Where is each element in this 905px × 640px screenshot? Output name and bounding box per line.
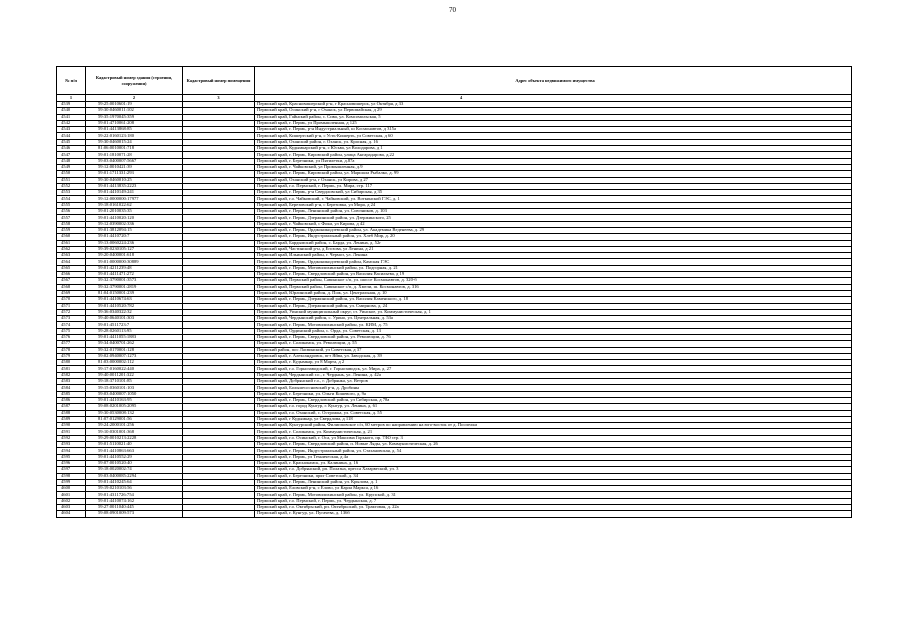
address-cell: Пермский край, г. Пермь, Дзержинский район, ул. Смирнова, д. 24	[255, 303, 852, 309]
row-number-cell: 4602	[57, 498, 86, 504]
row-number-cell: 4568	[57, 284, 86, 290]
address-cell: Пермский край, г.о. Добрянский, рп. Полазна, пресса Хазарвеский, ул. 3	[255, 467, 852, 473]
building-cadastre-cell: 59:10:0301001:368	[86, 429, 183, 435]
row-number-cell: 4588	[57, 410, 86, 416]
column-number: 4	[255, 95, 852, 102]
address-cell: Пермский край, г. Пермь, Свердловский район, ул. Революции, д. 76	[255, 334, 852, 340]
building-cadastre-cell: 59:01:4410163:95	[86, 397, 183, 403]
building-cadastre-cell: 59:12:0010421:39	[86, 164, 183, 170]
row-number-cell: 4573	[57, 316, 86, 322]
address-cell: Пермский край, г. Пермь, Ленинский район, ул. Союзников, д. 103	[255, 209, 852, 215]
building-cadastre-cell: 59:30:0530008:132	[86, 410, 183, 416]
building-cadastre-cell: 59:01:4311726:754	[86, 492, 183, 498]
header-building-cadastre: Кадастровый номер здания (строения, сооружения)	[86, 67, 183, 95]
row-number-cell: 4539	[57, 102, 86, 108]
address-cell: Пермский край, г. Березники, ул. Ольги Кошевого, д. 9а	[255, 391, 852, 397]
address-cell: Пермский край, Оханский р-н, г Оханск, ул Кирова, д 27	[255, 177, 852, 183]
address-cell: Пермский край, г. Пермь, р-н Индустриальный, ш Космонавтов, д 315а	[255, 127, 852, 133]
row-number-cell: 4540	[57, 108, 86, 114]
building-cadastre-cell: 59:01:4410520:782	[86, 303, 183, 309]
row-number-cell: 4595	[57, 454, 86, 460]
address-cell: Пермский край, г. Пермь, Орджоникидзевский район, Камская ГЭС	[255, 259, 852, 265]
building-cadastre-cell: 59:01:4211239:48	[86, 265, 183, 271]
building-cadastre-cell: 59:18:3710101:85	[86, 379, 183, 385]
address-cell: Пермский край, г. Александровск, пгт Яйва, ул. Заводская, д. 39	[255, 353, 852, 359]
address-cell: Пермский край, Частинский р-н, д Егозова, ул Ленина, д 21	[255, 246, 852, 252]
row-number-cell: 4544	[57, 133, 86, 139]
address-cell: Пермский край, г.о. Горнозаводский, г. Горнозаводск, ул. Мира, д. 27	[255, 366, 852, 372]
row-number-cell: 4556	[57, 209, 86, 215]
address-cell: Пермский край, г. Чайковский, ул Промышленная, д.9	[255, 164, 852, 170]
building-cadastre-cell: 59:20:0400001:618	[86, 253, 183, 259]
address-cell: Пермский край, г. Пермь, Свердловский район, ул Сибирская, д 78а	[255, 397, 852, 403]
address-cell: Пермский край, г. Пермь, Дзержинский район, ул. Дзержинского, 25	[255, 215, 852, 221]
column-number-row	[57, 95, 852, 102]
column-number: 2	[86, 95, 183, 102]
building-cadastre-cell: 59:13:0060224:236	[86, 240, 183, 246]
row-number-cell: 4603	[57, 505, 86, 511]
building-cadastre-cell: 59:39:0230105:127	[86, 246, 183, 252]
address-cell: Пермский край, г.о. Осинский, г. Оса, ул Максима Горького, пр. 7/Ю стр. 3	[255, 435, 852, 441]
building-cadastre-cell: 59:01:4410245:64	[86, 479, 183, 485]
address-cell: Пермский край, г. Пермь, Свердловский район, ул Василия Васильева, д 19	[255, 272, 852, 278]
building-cadastre-cell: 59:30:0460010:25	[86, 177, 183, 183]
row-number-cell: 4547	[57, 152, 86, 158]
table-header-row	[57, 67, 852, 95]
row-number-cell: 4592	[57, 435, 86, 441]
building-cadastre-cell: 59:01:4410149:241	[86, 190, 183, 196]
building-cadastre-cell: 59:01:4710061:208	[86, 120, 183, 126]
building-cadastre-cell: 59:28:0260113:95	[86, 328, 183, 334]
row-number-cell: 4564	[57, 259, 86, 265]
row-number-cell: 4543	[57, 127, 86, 133]
address-cell: Пермский край, г. Пермь, Мотовилихинский район, ул. Подгорная, д. 21	[255, 265, 852, 271]
building-cadastre-cell: 81:07:0129001:56	[86, 416, 183, 422]
building-cadastre-cell: 59:34:0400701:262	[86, 341, 183, 347]
address-cell: Пермский край, Юрлинский район, д. Пож, ул. Центральная, д. 10	[255, 290, 852, 296]
header-address: Адрес объекта недвижимого имущества	[255, 67, 852, 95]
address-cell: Пермский край, г. Кунгур, ул. Пугачева, д. 136б	[255, 511, 852, 517]
address-cell: Пермский край, г.о. Октябрьский, рп. Октябрьский, ул. Трактовая, д. 22а	[255, 505, 852, 511]
row-number-cell: 4561	[57, 240, 86, 246]
table-body	[57, 102, 852, 518]
building-cadastre-cell: 81:03:0000002:112	[86, 360, 183, 366]
address-cell: Пермский край, Пермский район, Савинское с/п, д. Хмели, ш. Космонавтов, д. 316	[255, 284, 852, 290]
address-cell: Пермский край, г. Березники, пркт Советский, д. 34	[255, 473, 852, 479]
building-cadastre-cell: 59:02:0940007:1273	[86, 353, 183, 359]
page-number: 70	[449, 6, 456, 14]
address-cell: Пермский край, г. Пермь, Дзержинский район, ул. Василия Каменского, д. 18	[255, 297, 852, 303]
building-cadastre-cell: 59:17:0160022:440	[86, 366, 183, 372]
address-cell: Пермский край, г. Кудымкар, ул 8 Марта, д 2	[255, 360, 852, 366]
building-cadastre-cell: 59:29:0010213:2228	[86, 435, 183, 441]
address-cell: Пермский край, Чердынский район, с. Урино, ул. Центральная, д. 53а	[255, 316, 852, 322]
row-number-cell: 4582	[57, 372, 86, 378]
row-number-cell: 4604	[57, 511, 86, 517]
table-row	[57, 511, 852, 517]
row-number-cell: 4597	[57, 467, 86, 473]
row-number-cell: 4567	[57, 278, 86, 284]
building-cadastre-cell: 59:01:4413868:85	[86, 127, 183, 133]
address-cell: Пермский край, г. Соликамск, ул. Революции, д. 55	[255, 341, 852, 347]
building-cadastre-cell: 59:01:1810071:28	[86, 152, 183, 158]
row-number-cell: 4590	[57, 423, 86, 429]
building-cadastre-cell: 59:32:3790001:3573	[86, 278, 183, 284]
address-cell: Пермский край, г. Пермь, Ленинский район, ул. Крылова, д. 1	[255, 479, 852, 485]
row-number-cell: 4601	[57, 492, 86, 498]
address-cell: Пермский край, г. Краснокамск, ул. Калинина, д. 16	[255, 460, 852, 466]
building-cadastre-cell: 59:18:0020002:74	[86, 467, 183, 473]
header-number: № п/п	[57, 67, 86, 95]
column-number: 3	[183, 95, 255, 102]
row-number-cell: 4550	[57, 171, 86, 177]
row-number-cell: 4598	[57, 473, 86, 479]
row-number-cell: 4586	[57, 397, 86, 403]
building-cadastre-cell: 59:36:0340322:32	[86, 309, 183, 315]
building-cadastre-cell: 59:35:1970045:359	[86, 114, 183, 120]
row-number-cell: 4555	[57, 202, 86, 208]
row-number-cell: 4581	[57, 366, 86, 372]
row-number-cell: 4565	[57, 265, 86, 271]
header-premises-cadastre: Кадастровый номер помещения	[183, 67, 255, 95]
row-number-cell: 4585	[57, 391, 86, 397]
building-cadastre-cell: 59:30:0460011:102	[86, 108, 183, 114]
building-cadastre-cell: 59:01:4411471:272	[86, 272, 183, 278]
address-cell: Пермский край, г.о. Пермский, г. Пермь, ул. Мира, стр. 117	[255, 183, 852, 189]
building-cadastre-cell: 59:18:0161022:62	[86, 202, 183, 208]
row-number-cell: 4584	[57, 385, 86, 391]
row-number-cell: 4594	[57, 448, 86, 454]
address-cell: Пермский край, Уинский муниципальный округ, ст. Уинское, ул. Коммунистическая, д. 1	[255, 309, 852, 315]
building-cadastre-cell: 81:06:0010001:718	[86, 146, 183, 152]
row-number-cell: 4541	[57, 114, 86, 120]
building-cadastre-cell: 59:24:2000101:256	[86, 423, 183, 429]
address-cell: Пермский край, Кишертский р-н, с Усть-Кишерть, ул Советская, д 60	[255, 133, 852, 139]
building-cadastre-cell: 81:04:0150001:239	[86, 290, 183, 296]
building-cadastre-cell: 59:32:3790001:2819	[86, 284, 183, 290]
building-cadastre-cell: 59:40:0640101:303	[86, 316, 183, 322]
row-number-cell: 4557	[57, 215, 86, 221]
building-cadastre-cell: 59:01:0000000:30889	[86, 259, 183, 265]
address-cell: Пермский край, Березовский р-н, с Березовка, ул Мира, д 24	[255, 202, 852, 208]
address-cell: Пермский край, Ильинский район, г. Чермоз, ул. Ленина	[255, 253, 852, 259]
address-cell: Пермский край, Гайнский район, с. Сива, ул. Комсомольская, 5	[255, 114, 852, 120]
row-number-cell: 4542	[57, 120, 86, 126]
address-cell: Пермский край, Еловский р-н, с Елово, ул Карла Маркса, д 16	[255, 486, 852, 492]
row-number-cell: 4549	[57, 164, 86, 170]
building-cadastre-cell: 59:01:2010035:35	[86, 209, 183, 215]
row-number-cell: 4579	[57, 353, 86, 359]
building-cadastre-cell: 59:01:4511723:7	[86, 322, 183, 328]
row-number-cell: 4600	[57, 486, 86, 492]
row-number-cell: 4574	[57, 322, 86, 328]
address-cell: Пермский край, г. Пермь, Мотовилихинский район, ул. КИМ, д. 75	[255, 322, 852, 328]
address-cell: Пермский край, г. Чайковский, с Фоки, ул Кирова, д 42	[255, 221, 852, 227]
row-number-cell: 4554	[57, 196, 86, 202]
row-number-cell: 4566	[57, 272, 86, 278]
building-cadastre-cell: 59:01:3812094:15	[86, 227, 183, 233]
row-number-cell: 4560	[57, 234, 86, 240]
row-number-cell: 4545	[57, 139, 86, 145]
column-number: 1	[57, 95, 86, 102]
address-cell: Пермский край, Осинский р-н, г Оханск, ул Первомайская, д 29	[255, 108, 852, 114]
address-cell: Пермский край, Кудымкарский р-н, с Юсьва, ул Володарова, д 1	[255, 146, 852, 152]
building-cadastre-cell: 59:19:0210103:56	[86, 486, 183, 492]
building-cadastre-cell: 59:03:0400085:2294	[86, 473, 183, 479]
row-number-cell: 4569	[57, 290, 86, 296]
address-cell: Пермский край, Пермский район, Савинское с/п, ул. шоссе Космонавтов, д. 320-б	[255, 278, 852, 284]
row-number-cell: 4587	[57, 404, 86, 410]
row-number-cell: 4558	[57, 221, 86, 227]
building-cadastre-cell: 59:08:0901009:573	[86, 511, 183, 517]
building-cadastre-cell: 59:32:0170001:128	[86, 347, 183, 353]
address-cell: Пермский край, Большесосновский р-н, д. Дробины	[255, 385, 852, 391]
address-cell: Пермский край, г. Пермь, Свердловский район, п. Новые Ляды, ул. Коммунистическая, д. 26	[255, 442, 852, 448]
building-cadastre-cell: 59:03:0400007:1050	[86, 391, 183, 397]
address-cell: Пермский край, г.о. Оханский, с. Острожка, ул. Советская, д. 55	[255, 410, 852, 416]
row-number-cell: 4583	[57, 379, 86, 385]
building-cadastre-cell: 59:27:0011040:445	[86, 505, 183, 511]
row-number-cell: 4548	[57, 158, 86, 164]
address-cell: Пермский край, Оханский район, г. Оханск, ул. Красная, д. 16	[255, 139, 852, 145]
row-number-cell: 4559	[57, 227, 86, 233]
row-number-cell: 4593	[57, 442, 86, 448]
building-cadastre-cell: 59:07:0010520:40	[86, 460, 183, 466]
row-number-cell: 4570	[57, 297, 86, 303]
address-cell: Пермский край, г.о. Чайковский, г. Чайковский, ул. Воткинской ГЭС, д. 1	[255, 196, 852, 202]
building-cadastre-cell: 59:01:4411055:1883	[86, 334, 183, 340]
property-registry-table	[56, 66, 852, 518]
building-cadastre-cell: 59:01:1711331:293	[86, 171, 183, 177]
row-number-cell: 4575	[57, 328, 86, 334]
row-number-cell: 4580	[57, 360, 86, 366]
address-cell: Пермский край, г.о. город Кунгур, г. Кунгур, ул. Ленина, д. 61	[255, 404, 852, 410]
building-cadastre-cell: 59:01:5110021:40	[86, 442, 183, 448]
building-cadastre-cell: 59:12:0390002:336	[86, 221, 183, 227]
building-cadastre-cell: 59:01:4413835:2223	[86, 183, 183, 189]
row-number-cell: 4577	[57, 341, 86, 347]
address-cell: Пермский край, г. Пермь, Индустриальный район, ул. Хлеб Мир, д. 20	[255, 234, 852, 240]
row-number-cell: 4572	[57, 309, 86, 315]
address-cell: Пермский край, г. Пермь, ул Техническая, д 4а	[255, 454, 852, 460]
building-cadastre-cell: 59:30:0460015:24	[86, 139, 183, 145]
address-cell: Пермский край, г. Березники, ул Пятилетки, д.87а	[255, 158, 852, 164]
building-cadastre-cell: 59:08:0201005:2095	[86, 404, 183, 410]
building-cadastre-cell: 59:25:0010601:19	[86, 102, 183, 108]
address-cell: Пермский край, г. Пермь, Кировский район, улица Ангарадарова, д.22	[255, 152, 852, 158]
row-number-cell: 4571	[57, 303, 86, 309]
row-number-cell: 4563	[57, 253, 86, 259]
row-number-cell: 4578	[57, 347, 86, 353]
building-cadastre-cell: 59:01:4410863:663	[86, 448, 183, 454]
address-cell: Пермский край, Кунгурский район, Филипповское с/п, 60 метров по направлению на юго-восток от д. Поспелки	[255, 423, 852, 429]
address-cell: Пермский край, г. Пермь, ул Промышленная, д 125	[255, 120, 852, 126]
building-cadastre-cell: 59:01:4410552:29	[86, 454, 183, 460]
building-cadastre-cell: 59:01:4410674:63	[86, 297, 183, 303]
row-number-cell: 4591	[57, 429, 86, 435]
address-cell: Пермский край, г. Пермь, Мотовилихинский район, ул. Крупской, д. 31	[255, 492, 852, 498]
address-cell: Пермский край, г. Пермь, р-н Свердловский, ул Сибирская, д 35	[255, 190, 852, 196]
building-cadastre-cell: 59:12:0000000:17977	[86, 196, 183, 202]
address-cell: Пермский край, г. Соликамск, ул. Коммунистическая, д. 21	[255, 429, 852, 435]
address-cell: Пермский край, Чердынский г.о., г. Чердынь, ул. Ленина, д. 42а	[255, 372, 852, 378]
address-cell: Пермский край, г. Пермь, Орджоникидзевский район, ул. Академика Веденеева, д. 29	[255, 227, 852, 233]
row-number-cell: 4589	[57, 416, 86, 422]
row-number-cell: 4551	[57, 177, 86, 183]
address-cell: Пермский край, г.о. Пермский, г. Пермь, ул. Чердынская, д. 7	[255, 498, 852, 504]
address-cell: Пермский район, пос Ласвинский, ул Советская, д 37	[255, 347, 852, 353]
building-cadastre-cell: 59:40:0011201:322	[86, 372, 183, 378]
building-cadastre-cell: 59:01:4410020:120	[86, 215, 183, 221]
row-number-cell: 4596	[57, 460, 86, 466]
row-number-cell: 4552	[57, 183, 86, 189]
address-cell: Пермский край, г. Пермь, Кировский район, ул. Маршала Рыбалко, д. 99	[255, 171, 852, 177]
address-cell: Пермский край, Добрянский г.о., г. Добрянка, ул. Ветров	[255, 379, 852, 385]
building-cadastre-cell: 59:15:0360101:103	[86, 385, 183, 391]
row-number-cell: 4546	[57, 146, 86, 152]
row-number-cell: 4553	[57, 190, 86, 196]
address-cell: Пермский край, Бардымский район, с. Барда, ул. Ленина, д. 52г	[255, 240, 852, 246]
row-number-cell: 4576	[57, 334, 86, 340]
address-cell: Пермский край, Красновишерский р-н, г Красновишерск, ул Октября, д 33	[255, 102, 852, 108]
address-cell: Пермский край, Ординский район, с. Орда, ул. Советская, д. 13	[255, 328, 852, 334]
building-cadastre-cell: 59:03:0400007:5667	[86, 158, 183, 164]
row-number-cell: 4599	[57, 479, 86, 485]
address-cell: Пермский край, г Кудымкар, ул Свердлова, д 118	[255, 416, 852, 422]
premises-cadastre-cell	[183, 511, 255, 517]
building-cadastre-cell: 59:01:4410720:7	[86, 234, 183, 240]
building-cadastre-cell: 59:01:4410074:162	[86, 498, 183, 504]
address-cell: Пермский край, г. Пермь, Индустриальный район, ул. Стахановская, д. 54	[255, 448, 852, 454]
row-number-cell: 4562	[57, 246, 86, 252]
building-cadastre-cell: 59:22:0160123:180	[86, 133, 183, 139]
